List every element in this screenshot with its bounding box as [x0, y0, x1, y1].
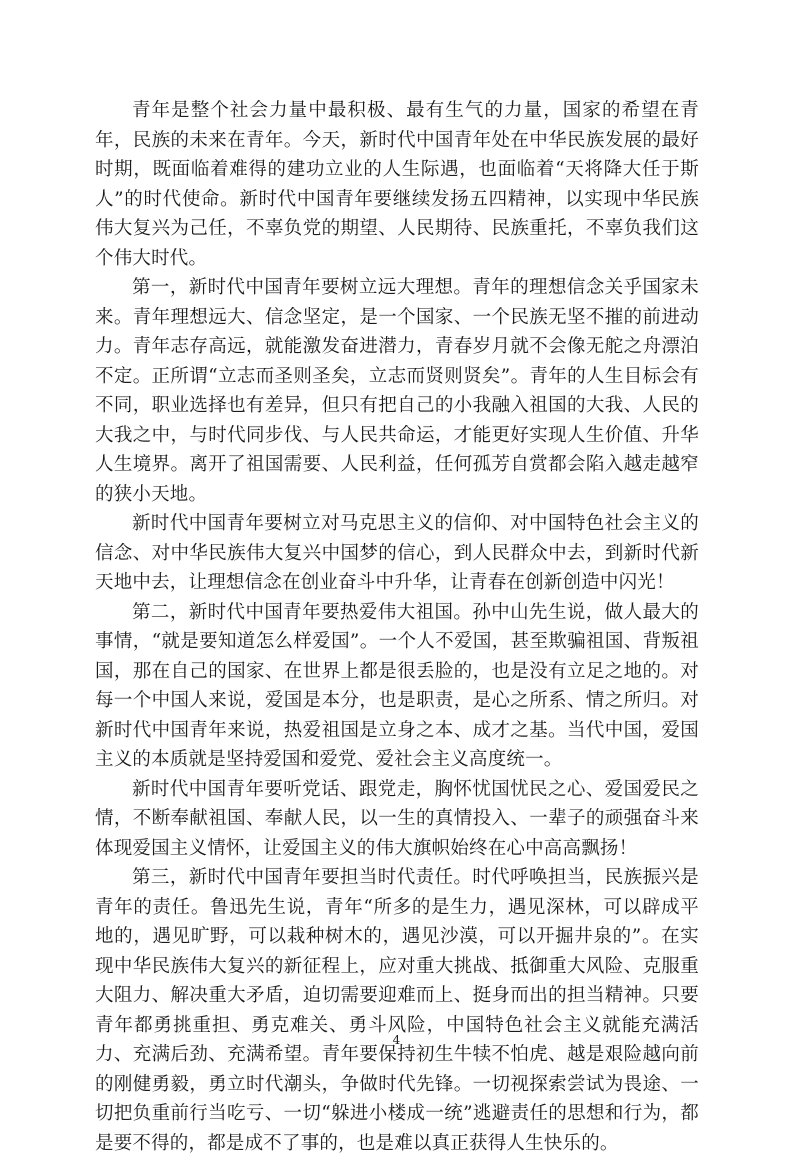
paragraph-second-patriotism: 第二，新时代中国青年要热爱伟大祖国。孙中山先生说，做人最大的事情，“就是要知道怎么样爱国”。一个人不爱国，甚至欺骗祖国、背叛祖国，那在自己的国家、在世界上都是很丢脸的，也是没有立足之地的。对每一个中国人来说，爱国是本分，也是职责，是心之所系、情之所归。对新时代中国青年来说，热爱祖国是立身之本、成才之基。当代中国，爱国主义的本质就是坚持爱国和爱党、爱社会主义高度统一。: [95, 601, 699, 770]
paragraph-third-responsibility: 第三，新时代中国青年要担当时代责任。时代呼唤担当，民族振兴是青年的责任。鲁迅先生说，青年“所多的是生力，遇见深林，可以辟成平地的，遇见旷野，可以栽种树木的，遇见沙漠，可以开掘井泉的”。在实现中华民族伟大复兴的新征程上，应对重大挑战、抵御重大风险、克服重大阻力、解决重大矛盾，迫切需要迎难而上、挺身而出的担当精神。只要青年都勇挑重担、勇克难关、勇斗风险，中国特色社会主义就能充满活力、充满后劲、充满希望。青年要保持初生牛犊不怕虎、越是艰险越向前的刚健勇毅，勇立时代潮头，争做时代先锋。一切视探索尝试为畏途、一切把负重前行当吃亏、一切“躲进小楼成一统”逃避责任的思想和行为，都是要不得的，都是成不了事的，也是难以真正获得人生快乐的。: [95, 867, 699, 1154]
paragraph-first-ideals: 第一，新时代中国青年要树立远大理想。青年的理想信念关乎国家未来。青年理想远大、信念坚定，是一个国家、一个民族无坚不摧的前进动力。青年志存高远，就能激发奋进潜力，青春岁月就不会像无舵之舟漂泊不定。正所谓“立志而圣则圣矣，立志而贤则贤矣”。青年的人生目标会有不同，职业选择也有差异，但只有把自己的小我融入祖国的大我、人民的大我之中，与时代同步伐、与人民共命运，才能更好实现人生价值、升华人生境界。离开了祖国需要、人民利益，任何孤芳自赏都会陷入越走越窄的狭小天地。: [95, 277, 699, 505]
document-body: [95, 96, 699, 1158]
paragraph-ideals-belief: 新时代中国青年要树立对马克思主义的信仰、对中国特色社会主义的信念、对中华民族伟大复兴中国梦的信心，到人民群众中去，到新时代新天地中去，让理想信念在创业奋斗中升华，让青春在创新创造中闪光！: [95, 513, 699, 593]
page-number: 4: [392, 1033, 401, 1047]
paragraph-follow-party: 新时代中国青年要听党话、跟党走，胸怀忧国忧民之心、爱国爱民之情，不断奉献祖国、奉献人民，以一生的真情投入、一辈子的顽强奋斗来体现爱国主义情怀，让爱国主义的伟大旗帜始终在心中高高飘扬！: [95, 778, 699, 859]
paragraph-intro: 青年是整个社会力量中最积极、最有生气的力量，国家的希望在青年，民族的未来在青年。今天，新时代中国青年处在中华民族发展的最好时期，既面临着难得的建功立业的人生际遇，也面临着“天将降大任于斯人”的时代使命。新时代中国青年要继续发扬五四精神，以实现中华民族伟大复兴为己任，不辜负党的期望、人民期待、民族重托，不辜负我们这个伟大时代。: [95, 100, 699, 269]
